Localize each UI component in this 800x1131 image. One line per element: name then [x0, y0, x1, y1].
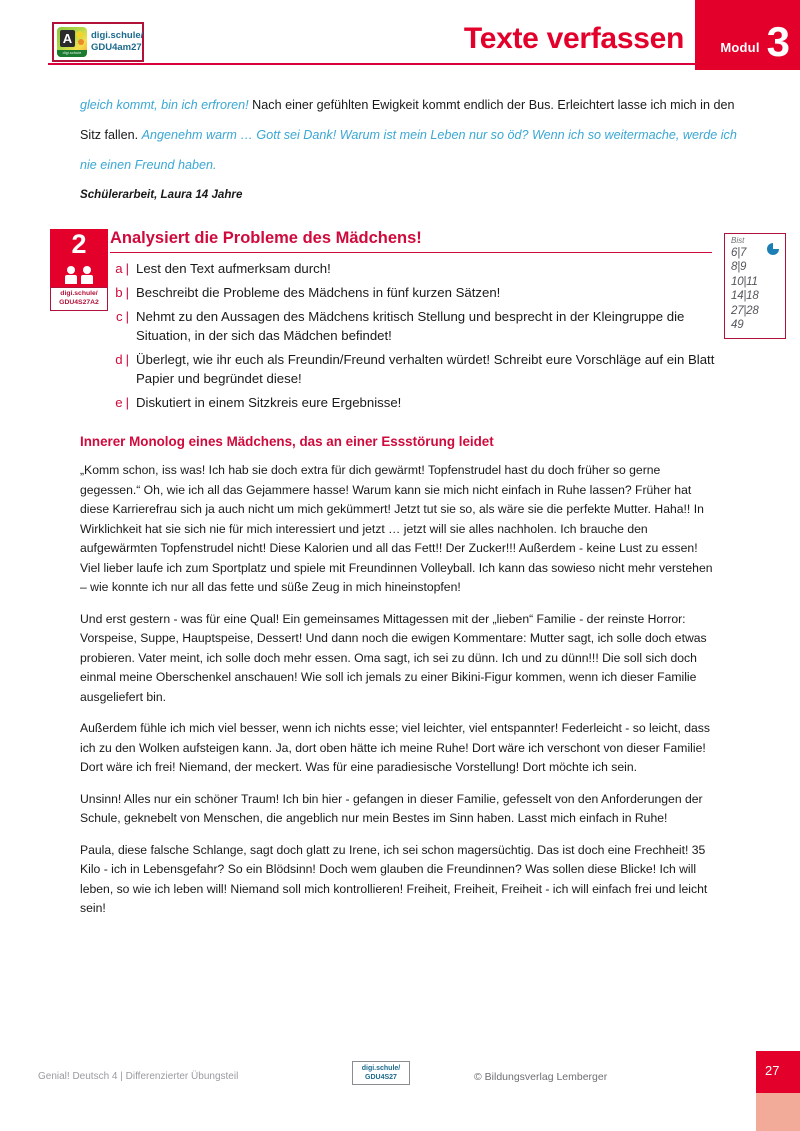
- digi-schule-logo[interactable]: [52, 22, 144, 62]
- page-number-block: [756, 1051, 800, 1093]
- monologue-paragraph: Und erst gestern - was für eine Qual! Ein gemeinsames Mittagessen mit der „lieben“ Familie - der reinste Horror: Vorspeise, Suppe, Hauptspeise, Dessert! Und dann noch die ewigen Kommentare: Mutter sagt, ich solle doch etwas probieren. Vater meint, ich solle doch mehr essen. Oma sagt, ich sei zu dünn. Ich und zu dünn!!! Die soll sich doch einmal meine Oberschenkel anschauen! Wie soll ich jemals zu einer Bikini-Figur kommen, wenn ich dieser Familie ausgeliefert bin.: [80, 611, 707, 704]
- footer-code-line1: digi.schule/: [361, 1065, 401, 1072]
- exercise-block: [0, 229, 800, 412]
- person-icon: [65, 266, 77, 284]
- exercise-badge: [50, 229, 108, 311]
- digi-schule-logo-text: [91, 30, 143, 54]
- monologue-paragraph: Außerdem fühle ich mich viel besser, wenn ich nichts esse; viel leichter, viel entspannter! Federleicht - so leicht, dass ich zu den Wolken aufsteigen kann. Ja, dort oben hätte ich meine Ruhe! Dort wäre ich verschont von dieser Familie! Dort wäre ich frei! Niemand, der meckert. Was für eine paradiesische Vorstellung! Dort möchte ich sein.: [80, 721, 710, 774]
- task-key: a |: [110, 259, 129, 278]
- bist-row: 14|18: [731, 290, 759, 303]
- exercise-task: [110, 283, 720, 302]
- bist-row: 10|11: [731, 275, 758, 288]
- task-key: c |: [110, 307, 129, 345]
- bist-box: [724, 233, 786, 339]
- exercise-number: 2: [71, 229, 87, 259]
- page-number: 27: [765, 1063, 780, 1078]
- exercise-task: [110, 350, 720, 388]
- bist-row: 6|7: [731, 246, 747, 259]
- exercise-heading: Analysiert die Probleme des Mädchens!: [110, 229, 712, 253]
- exercise-badge-top: [50, 229, 108, 287]
- monologue-heading: Innerer Monolog eines Mädchens, das an einer Essstörung leidet: [80, 434, 494, 449]
- footer-digi-schule-code[interactable]: [352, 1061, 410, 1085]
- module-badge: [695, 0, 800, 70]
- page-footer: [0, 1051, 800, 1131]
- intro-plain-1: Nach einer gefühlten Ewigkeit kommt endlich der Bus. Erleichtert lasse ich mich in den Sitz fallen.: [80, 98, 735, 142]
- page-corner-accent: [756, 1093, 800, 1131]
- exercise-task: [110, 259, 720, 278]
- person-icon: [81, 266, 93, 284]
- page-title: Texte verfassen: [463, 22, 684, 55]
- header-divider: [48, 63, 800, 65]
- task-key: e |: [110, 393, 129, 412]
- bist-row: 27|28: [731, 304, 759, 317]
- app-icon-dot-yellow: [76, 31, 83, 38]
- intro-italic-2: Angenehm warm … Gott sei Dank! Warum ist mein Leben nur so öd? Wenn ich so weitermache, werde ich nie einen Freund haben.: [80, 128, 737, 172]
- monologue-paragraph: Paula, diese falsche Schlange, sagt doch glatt zu Irene, ich sei schon magersüchtig. Das ist doch eine Frechheit! 35 Kilo - ich in Lebensgefahr? So ein Blödsinn! Doch wem glauben die Freundinnen? Was sollen diese Blicke! Ich will leben, so wie ich leben will! Niemand soll mich kontrollieren! Freiheit, Freiheit, Freiheit - ich will einfach frei und leicht sein!: [80, 842, 708, 915]
- bist-label: Bist: [731, 236, 745, 245]
- app-icon-letter: A: [60, 30, 75, 47]
- exercise-code-line2: GDU4S27A2: [59, 298, 99, 306]
- task-text: Lest den Text aufmerksam durch!: [136, 261, 331, 276]
- page-content: [0, 90, 800, 919]
- module-label: Modul: [720, 40, 760, 55]
- digi-schule-logo-line1: digi.schule/: [91, 30, 144, 42]
- monologue-paragraph: Unsinn! Alles nur ein schöner Traum! Ich bin hier - gefangen in dieser Familie, gefesselt von den Anforderungen der Schule, geknebelt von Menschen, die angeblich nur mein Bestes im Sinn haben. Lasst mich einfach in Ruhe!: [80, 791, 703, 825]
- task-key: b |: [110, 283, 129, 302]
- exercise-task: [110, 393, 720, 412]
- app-icon-dot-orange: [78, 39, 84, 45]
- page-header: [0, 0, 800, 72]
- bist-row: 8|9: [731, 261, 747, 274]
- pie-chart-icon: [767, 243, 779, 255]
- digi-schule-logo-line2: GDU4am27: [91, 42, 142, 53]
- exercise-task: [110, 307, 720, 345]
- monologue-paragraph: „Komm schon, iss was! Ich hab sie doch extra für dich gewärmt! Topfenstrudel hast du doch früher so gerne gegessen.“ Oh, wie ich all das Gejammere hasse! Warum kann sie mich nicht einfach in Ruhe lassen? Früher hat diese Karrierefrau sich ja auch nicht um mich gekümmert! Jetzt tut sie so, als wäre sie die perfekte Mutter. Haha!! In Wirklichkeit hat sie sich nie für mich interessiert und jetzt … jetzt will sie alles nachholen. Ich brauche den aufgewärmten Topfenstrudel nicht! Diese Kalorien und all das Fett!! Der Zucker!!! Außerdem - keine Lust zu essen! Viel lieber laufe ich zum Sportplatz und spiele mit Freundinnen Volleyball. Ich kann das sowieso nicht mehr verstehen – wie konnte ich nur all das fette und süße Zeug in mich hineinstopfen!: [80, 463, 713, 594]
- module-number: 3: [766, 18, 790, 66]
- app-icon-strip: digi.schule: [57, 50, 87, 57]
- bist-row: 49: [731, 319, 744, 332]
- task-key: d |: [110, 350, 129, 388]
- intro-source: Schülerarbeit, Laura 14 Jahre: [80, 188, 243, 201]
- task-text: Diskutiert in einem Sitzkreis eure Ergebnisse!: [136, 395, 402, 410]
- footer-code-line2: GDU4S27: [365, 1074, 397, 1082]
- task-text: Beschreibt die Probleme des Mädchens in fünf kurzen Sätzen!: [136, 285, 501, 300]
- exercise-task-list: [110, 259, 720, 412]
- group-work-icon: [50, 266, 108, 284]
- app-icon: [57, 27, 87, 57]
- task-text: Überlegt, wie ihr euch als Freundin/Freund verhalten würdet! Schreibt eure Vorschläge auf ein Blatt Papier und begründet diese!: [136, 352, 715, 386]
- exercise-code[interactable]: [50, 287, 108, 311]
- footer-book-title: Genial! Deutsch 4 | Differenzierter Übungsteil: [38, 1071, 239, 1082]
- intro-paragraph: [80, 90, 740, 180]
- exercise-code-line1: digi.schule/: [60, 290, 98, 297]
- task-text: Nehmt zu den Aussagen des Mädchens kritisch Stellung und besprecht in der Kleingruppe die Situation, in der sich das Mädchen befindet!: [136, 309, 685, 343]
- intro-italic-1: gleich kommt, bin ich erfroren!: [80, 98, 249, 112]
- footer-copyright: © Bildungsverlag Lemberger: [474, 1071, 608, 1083]
